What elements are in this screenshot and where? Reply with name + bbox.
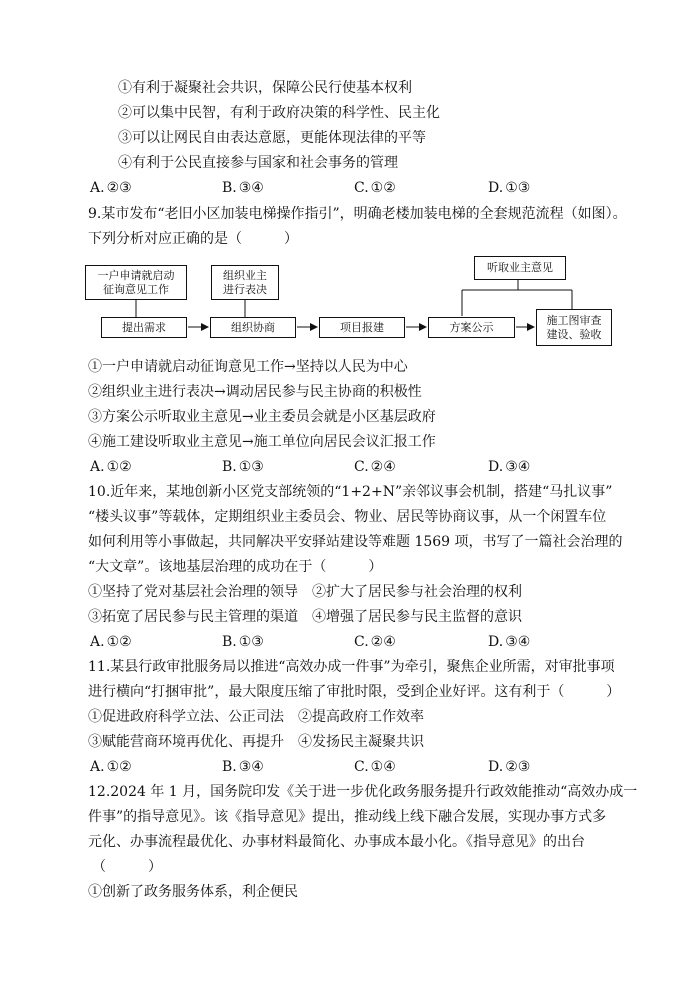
flow-note-apply-start: 一户申请就启动 征询意见工作 [85, 265, 187, 300]
q9-option-d[interactable]: D. ③④ [488, 459, 531, 475]
q10-option-b[interactable]: B. ①③ [222, 634, 264, 650]
q8-statement-1: ①有利于凝聚社会共识，保障公民行使基本权利 [118, 80, 412, 96]
q10-statement-1: ①坚持了党对基层社会治理的领导 [88, 584, 298, 600]
q9-statement-1: ①一户申请就启动征询意见工作→坚持以人民为中心 [88, 359, 408, 375]
q12-statement-1: ①创新了政务服务体系，利企便民 [88, 884, 298, 900]
q8-statement-3: ③可以让网民自由表达意愿，更能体现法律的平等 [118, 130, 426, 146]
flow-step-organize-consult: 组织协商 [210, 317, 296, 338]
q10-stem-line-2: “楼头议事”等载体，定期组织业主委员会、物业、居民等协商议事，从一个闲置车位 [88, 509, 607, 525]
q11-statement-row-1 [88, 708, 424, 726]
q12-stem-line-2: 件事”的指导意见》。该《指导意见》提出，推动线上线下融合发展，实现办事方式多 [88, 809, 607, 825]
q8-option-a[interactable]: A. ②③ [90, 180, 132, 196]
q10-option-d[interactable]: D. ③④ [488, 634, 531, 650]
q11-option-b[interactable]: B. ③④ [222, 759, 264, 775]
q8-option-d[interactable]: D. ①③ [488, 180, 531, 196]
q10-stem-line-4: “大文章”。该地基层治理的成功在于（ ） [88, 559, 383, 575]
q12-stem-line-4: （ ） [92, 859, 162, 875]
q11-option-c[interactable]: C. ①④ [354, 759, 396, 775]
q11-statement-2: ②提高政府工作效率 [298, 709, 424, 725]
flow-note-owner-vote: 组织业主 进行表决 [211, 265, 279, 300]
q12-stem-line-3: 元化、办事流程最优化、办事材料最简化、办事成本最小化。《指导意见》的出台 [88, 834, 585, 850]
q10-statement-4: ④增强了居民参与民主监督的意识 [312, 609, 522, 625]
q11-statement-1: ①促进政府科学立法、公正司法 [88, 709, 284, 725]
q11-options [90, 758, 650, 776]
flow-step-plan-publicity: 方案公示 [428, 317, 515, 338]
q10-option-c[interactable]: C. ②④ [354, 634, 396, 650]
flow-note-listen-opinions: 听取业主意见 [474, 256, 566, 280]
q9-stem-line-2: 下列分析对应正确的是（ ） [88, 231, 298, 247]
q10-stem-line-1: 10.近年来，某地创新小区党支部统领的“1+2+N”亲邻议事会机制，搭建“马扎议事” [88, 484, 613, 500]
q8-statement-4: ④有利于公民直接参与国家和社会事务的管理 [118, 155, 398, 171]
q9-option-a[interactable]: A. ①② [90, 459, 132, 475]
q11-option-a[interactable]: A. ①② [90, 759, 132, 775]
q11-option-d[interactable]: D. ②③ [488, 759, 531, 775]
q11-statement-4: ④发扬民主凝聚共识 [298, 734, 424, 750]
q8-statement-2: ②可以集中民智，有利于政府决策的科学性、民主化 [118, 105, 440, 121]
q10-statement-2: ②扩大了居民参与社会治理的权利 [312, 584, 522, 600]
q9-stem-line-1: 9.某市发布“老旧小区加装电梯操作指引”，明确老楼加装电梯的全套规范流程（如图）。 [88, 206, 627, 222]
q9-statement-4: ④施工建设听取业主意见→施工单位向居民会议汇报工作 [88, 434, 436, 450]
q11-stem-line-2: 进行横向“打捆审批”，最大限度压缩了审批时限，受到企业好评。这有利于（ ） [88, 684, 621, 700]
q12-stem-line-1: 12.2024 年 1 月，国务院印发《关于进一步优化政务服务提升行政效能推动“高效办成一 [88, 784, 638, 800]
q9-option-c[interactable]: C. ②④ [354, 459, 396, 475]
q9-statement-3: ③方案公示听取业主意见→业主委员会就是小区基层政府 [88, 409, 436, 425]
q11-statement-row-2 [88, 733, 424, 751]
q11-statement-3: ③赋能营商环境再优化、再提升 [88, 734, 284, 750]
flow-step-construction-review: 施工图审查 建设、验收 [536, 309, 612, 346]
flow-step-submit-demand: 提出需求 [101, 317, 187, 338]
q8-option-b[interactable]: B. ③④ [222, 180, 264, 196]
q10-statement-row-2 [88, 608, 522, 626]
q9-options [90, 458, 650, 476]
q8-option-c[interactable]: C. ①② [354, 180, 396, 196]
q9-statement-2: ②组织业主进行表决→调动居民参与民主协商的积极性 [88, 384, 422, 400]
q11-stem-line-1: 11.某县行政审批服务局以推进“高效办成一件事”为牵引，聚焦企业所需，对审批事项 [88, 659, 615, 675]
q10-stem-line-3: 如何利用等小事做起，共同解决平安驿站建设等难题 1569 项，书写了一篇社会治理的 [88, 534, 623, 550]
q10-statement-3: ③拓宽了居民参与民主管理的渠道 [88, 609, 298, 625]
q10-statement-row-1 [88, 583, 522, 601]
q10-option-a[interactable]: A. ①② [90, 634, 132, 650]
flow-step-project-filing: 项目报建 [319, 317, 405, 338]
q9-option-b[interactable]: B. ①③ [222, 459, 264, 475]
q10-options [90, 633, 650, 651]
